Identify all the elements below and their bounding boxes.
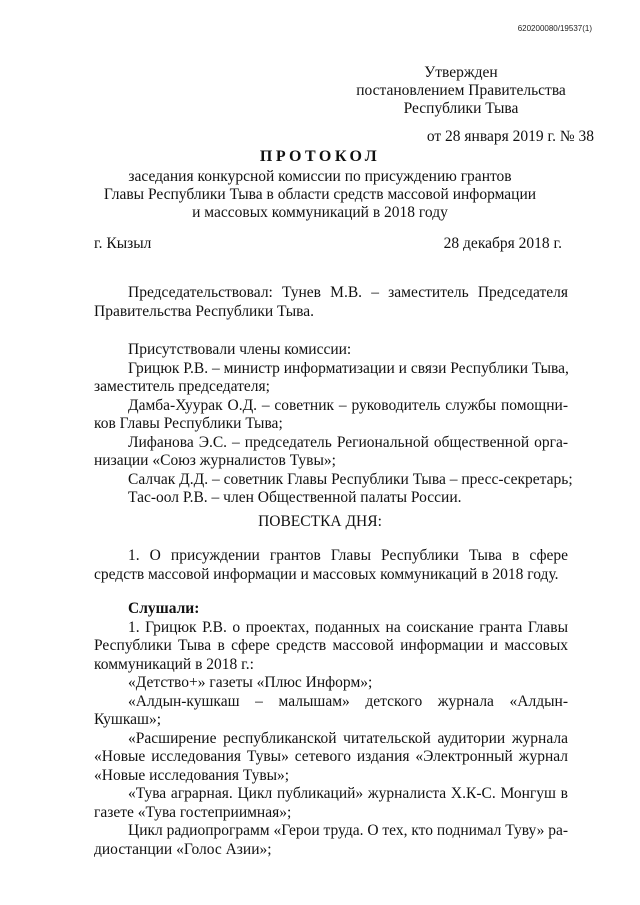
member-item: Тас-оол Р.В. – член Общественной палаты России. — [128, 489, 462, 506]
project-item: «Расширение республиканской читательской аудитории журнала «Новые исследования Тувы» сетевого издания «Электронный журнал «Новые исследования Тувы»; — [94, 729, 568, 784]
heard-title: Слушали: — [128, 600, 200, 617]
approval-line: Утвержден — [424, 64, 498, 81]
heard-section — [94, 600, 568, 859]
subtitle-line: заседания конкурсной комиссии по присуждению грантов — [128, 168, 512, 185]
chair-line: Правительства Республики Тыва. — [94, 302, 315, 320]
agenda-title: ПОВЕСТКА ДНЯ: — [258, 513, 382, 530]
heard-intro-line: коммуникаций в 2018 г.: — [94, 655, 254, 673]
approval-line: постановлением Правительства — [356, 82, 566, 99]
approval-line: Республики Тыва — [403, 100, 519, 117]
members-block — [94, 341, 573, 508]
project-item: «Тува аграрная. Цикл публикаций» журналиста Х.К-С. Монгуш в газете «Тува гостеприимная»; — [94, 785, 568, 821]
heard-intro-line: 1. Грицюк Р.В. о проектах, поданных на соискание гранта Главы — [128, 618, 568, 636]
document-subtitle — [0, 168, 640, 222]
project-item: «Алдын-кушкаш – малышам» детского журнала «Алдын- Кушкаш»; — [94, 692, 568, 728]
document-title: ПРОТОКОЛ — [259, 148, 381, 165]
approval-date: от 28 января 2019 г. № 38 — [426, 128, 594, 145]
subtitle-line: Главы Республики Тыва в области средств массовой информации — [103, 186, 537, 203]
members-header: Присутствовали члены комиссии: — [128, 341, 352, 358]
member-item: Дамба-Хуурак О.Д. – советник – руководитель службы помощни- ков Главы Республики Тыва; — [94, 396, 568, 432]
heard-intro-line: Республики Тыва в сфере средств массовой информации и массовых — [94, 637, 568, 654]
document-id: 620200080/19537(1) — [517, 24, 592, 33]
member-item: Лифанова Э.С. – председатель Региональной общественной орга- низации «Союз журналистов Тувы»; — [94, 433, 568, 469]
agenda-item: 1. О присуждении грантов Главы Республики Тыва в сфере средств массовой информации и массовых коммуникаций в 2018 году. — [94, 547, 568, 583]
meeting-place: г. Кызыл — [94, 235, 152, 252]
approval-block — [350, 64, 572, 118]
member-item: Салчак Д.Д. – советник Главы Республики Тыва – пресс-секретарь; — [128, 470, 573, 488]
meeting-date: 28 декабря 2018 г. — [443, 235, 562, 252]
chair-line: Председательствовал: Тунев М.В. – заместитель Председателя — [128, 284, 568, 301]
chair-paragraph — [94, 284, 568, 321]
subtitle-line: и массовых коммуникаций в 2018 году — [192, 204, 448, 221]
project-item: «Детство+» газеты «Плюс Информ»; — [128, 674, 373, 691]
project-item: Цикл радиопрограмм «Герои труда. О тех, кто поднимал Туву» ра- диостанции «Голос Азии»; — [94, 822, 569, 858]
member-item: Грицюк Р.В. – министр информатизации и связи Республики Тыва, заместитель председателя; — [94, 359, 569, 395]
